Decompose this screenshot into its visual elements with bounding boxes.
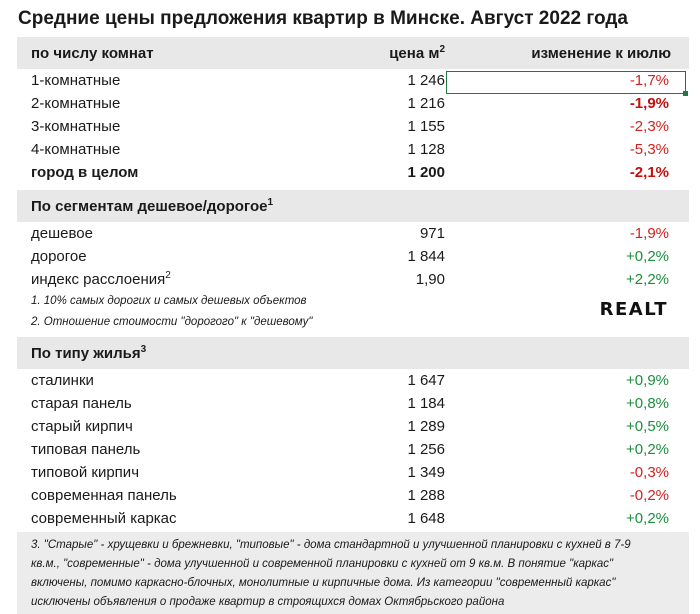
table-row[interactable]: 1-комнатные 1 246 -1,7%	[31, 72, 669, 89]
table-row[interactable]: дорогое 1 844 +0,2%	[31, 248, 669, 265]
table-row[interactable]: современный каркас 1 648 +0,2%	[31, 510, 669, 527]
segments-notes	[17, 291, 689, 333]
types-header	[17, 337, 689, 369]
table-row[interactable]: типовой кирпич 1 349 -0,3%	[31, 464, 669, 481]
fill-handle[interactable]	[683, 91, 688, 96]
table-row[interactable]: индекс расслоения$^2$ 1,90 +2,2%	[31, 270, 669, 288]
segments-header	[17, 190, 689, 222]
price-table	[17, 37, 689, 530]
table-row[interactable]: современная панель 1 288 -0,2%	[31, 487, 669, 504]
table-row[interactable]: 4-комнатные 1 128 -5,3%	[31, 141, 669, 158]
selected-cell[interactable]	[446, 71, 686, 94]
table-row[interactable]: типовая панель 1 256 +0,2%	[31, 441, 669, 458]
footnote-1: 1. 10% самых дорогих и самых дешевых объектов	[31, 295, 307, 307]
types-header-label: По типу жилья$^3$	[31, 343, 147, 362]
table-row[interactable]: старая панель 1 184 +0,8%	[31, 395, 669, 412]
footnote-3: 3. "Старые" - хрущевки и брежневки, "типовые" - дома стандартной и улучшенной планировки с кухней в 7-9 кв.м., "современные" - дома улучшенной и современной планировки с кухней от 9 кв.м. В понятие "каркас" включены, помимо каркасно-блочных, монолитные и кирпичные дома. Из категории "современный каркас" исключены объявления о продаже квартир в строящихся домах Октябрьского района	[17, 532, 689, 614]
page-title: Средние цены предложения квартир в Минске. Август 2022 года	[18, 8, 629, 29]
rooms-header-label: по числу комнат	[31, 44, 154, 62]
change-column-header: изменение к июлю	[531, 44, 671, 62]
price-column-header: цена $м^2$	[389, 43, 445, 62]
realt-logo: REALT	[599, 299, 668, 320]
footnote-2: 2. Отношение стоимости "дорогого" к "дешевому"	[31, 316, 313, 328]
table-row[interactable]: дешевое 971 -1,9%	[31, 225, 669, 242]
total-row[interactable]: город в целом 1 200 -2,1%	[31, 164, 669, 181]
table-row[interactable]: 3-комнатные 1 155 -2,3%	[31, 118, 669, 135]
rooms-header	[17, 37, 689, 69]
table-row[interactable]: старый кирпич 1 289 +0,5%	[31, 418, 669, 435]
table-row[interactable]: 2-комнатные 1 216 -1,9%	[31, 95, 669, 112]
table-row[interactable]: сталинки 1 647 +0,9%	[31, 372, 669, 389]
segments-header-label: По сегментам дешевое/дорогое$^1$	[31, 196, 274, 215]
